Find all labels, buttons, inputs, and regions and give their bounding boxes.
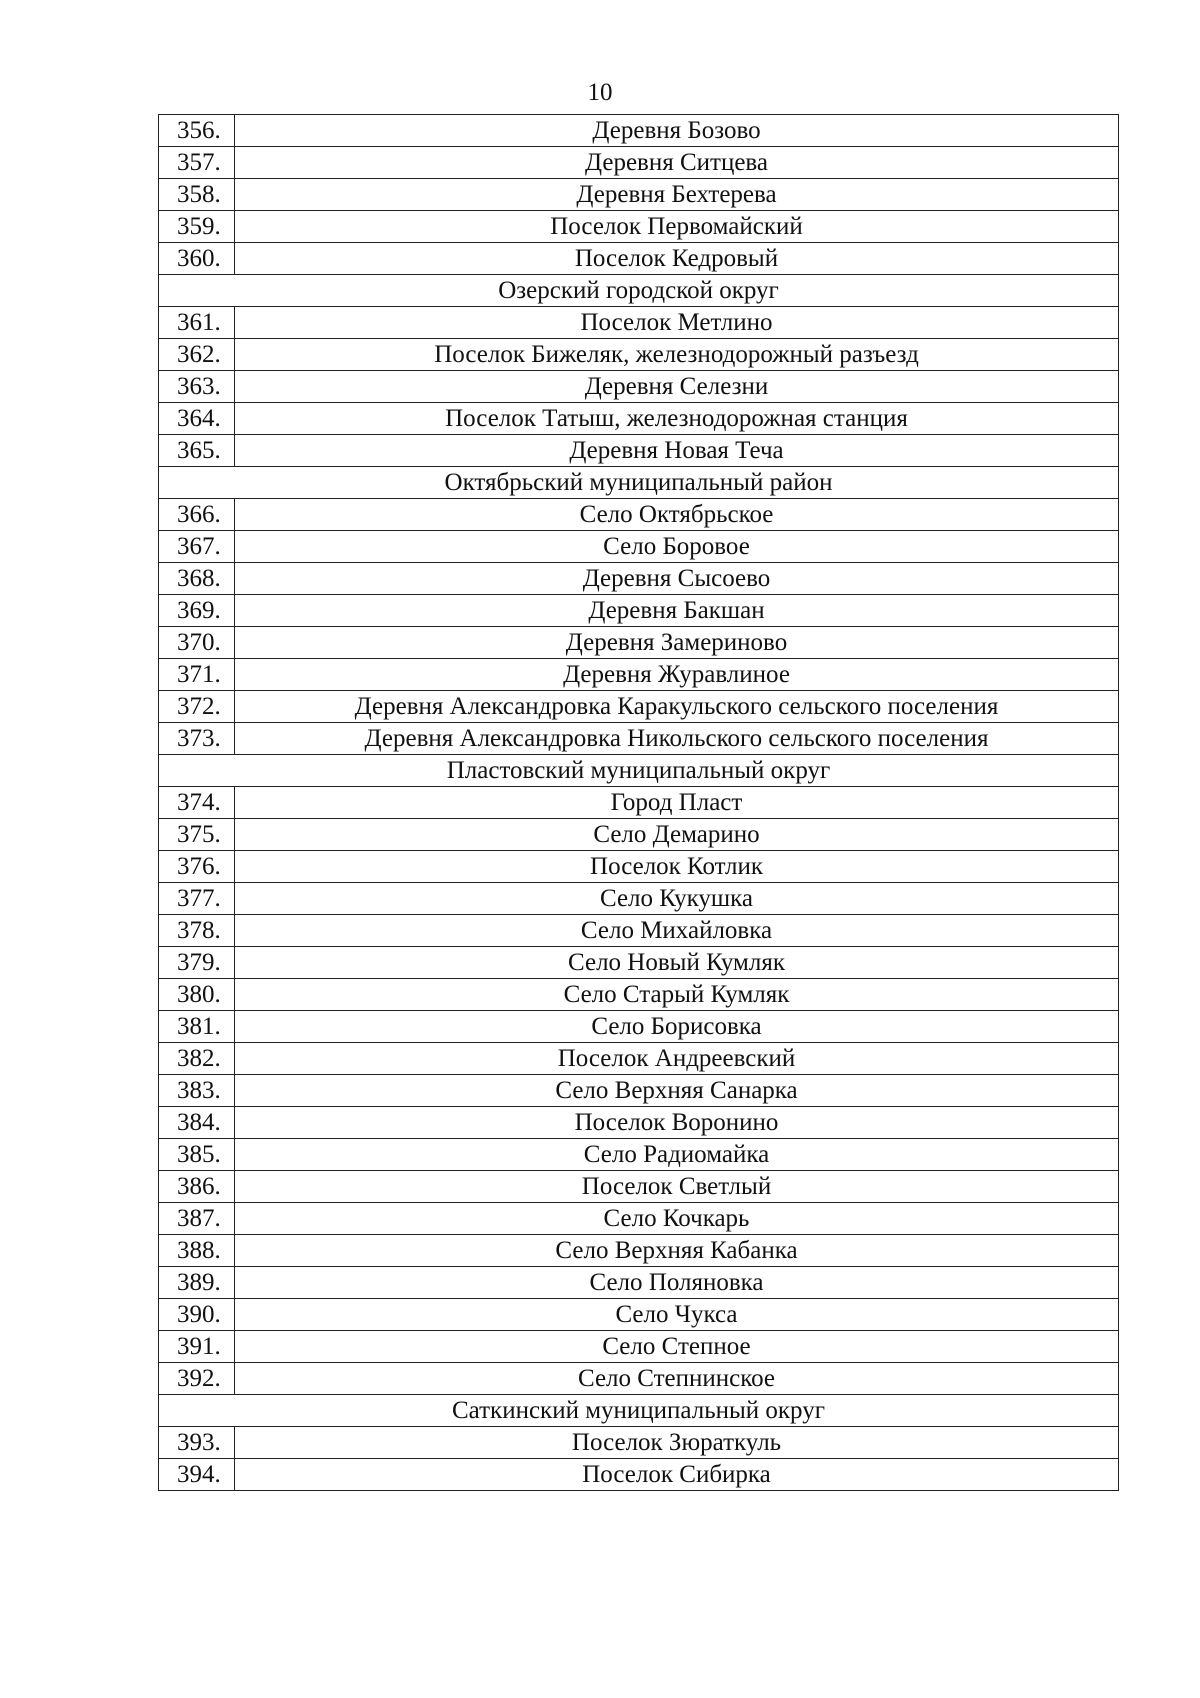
settlement-name: Поселок Метлино xyxy=(235,307,1119,339)
settlement-name: Деревня Бехтерева xyxy=(235,179,1119,211)
table-row xyxy=(159,339,1119,371)
settlement-name: Село Старый Кумляк xyxy=(235,979,1119,1011)
table-row xyxy=(159,1139,1119,1171)
table-row xyxy=(159,1363,1119,1395)
row-number: 390. xyxy=(159,1299,235,1331)
settlement-name: Село Радиомайка xyxy=(235,1139,1119,1171)
table-row xyxy=(159,1043,1119,1075)
row-number: 367. xyxy=(159,531,235,563)
row-number: 386. xyxy=(159,1171,235,1203)
row-number: 361. xyxy=(159,307,235,339)
row-number: 376. xyxy=(159,851,235,883)
row-number: 381. xyxy=(159,1011,235,1043)
table-row xyxy=(159,1203,1119,1235)
table-row xyxy=(159,883,1119,915)
settlement-name: Поселок Бижеляк, железнодорожный разъезд xyxy=(235,339,1119,371)
settlement-name: Село Степное xyxy=(235,1331,1119,1363)
settlement-name: Село Кочкарь xyxy=(235,1203,1119,1235)
section-title: Озерский городской округ xyxy=(159,275,1119,307)
row-number: 358. xyxy=(159,179,235,211)
table-row xyxy=(159,435,1119,467)
row-number: 379. xyxy=(159,947,235,979)
settlement-name: Поселок Воронино xyxy=(235,1107,1119,1139)
section-title: Пластовский муниципальный округ xyxy=(159,755,1119,787)
row-number: 392. xyxy=(159,1363,235,1395)
table-row xyxy=(159,1171,1119,1203)
settlement-name: Поселок Сибирка xyxy=(235,1459,1119,1491)
table-row xyxy=(159,819,1119,851)
section-header-row xyxy=(159,467,1119,499)
row-number: 378. xyxy=(159,915,235,947)
table-row xyxy=(159,595,1119,627)
settlement-name: Деревня Александровка Каракульского сельского поселения xyxy=(235,691,1119,723)
row-number: 394. xyxy=(159,1459,235,1491)
row-number: 370. xyxy=(159,627,235,659)
table-row xyxy=(159,403,1119,435)
row-number: 377. xyxy=(159,883,235,915)
table-row xyxy=(159,115,1119,147)
table-row xyxy=(159,691,1119,723)
row-number: 388. xyxy=(159,1235,235,1267)
row-number: 391. xyxy=(159,1331,235,1363)
row-number: 356. xyxy=(159,115,235,147)
table-row xyxy=(159,1331,1119,1363)
settlement-name: Поселок Татыш, железнодорожная станция xyxy=(235,403,1119,435)
table-row xyxy=(159,1107,1119,1139)
section-title: Саткинский муниципальный округ xyxy=(159,1395,1119,1427)
row-number: 368. xyxy=(159,563,235,595)
row-number: 393. xyxy=(159,1427,235,1459)
table-row xyxy=(159,179,1119,211)
settlement-name: Поселок Котлик xyxy=(235,851,1119,883)
row-number: 374. xyxy=(159,787,235,819)
row-number: 359. xyxy=(159,211,235,243)
section-header-row xyxy=(159,755,1119,787)
settlement-name: Село Михайловка xyxy=(235,915,1119,947)
table-row xyxy=(159,979,1119,1011)
settlement-name: Село Степнинское xyxy=(235,1363,1119,1395)
row-number: 382. xyxy=(159,1043,235,1075)
table-row xyxy=(159,243,1119,275)
row-number: 389. xyxy=(159,1267,235,1299)
settlement-name: Поселок Первомайский xyxy=(235,211,1119,243)
row-number: 375. xyxy=(159,819,235,851)
settlement-name: Деревня Селезни xyxy=(235,371,1119,403)
table-row xyxy=(159,147,1119,179)
table-row xyxy=(159,915,1119,947)
settlement-name: Село Поляновка xyxy=(235,1267,1119,1299)
row-number: 371. xyxy=(159,659,235,691)
settlement-name: Город Пласт xyxy=(235,787,1119,819)
settlement-name: Деревня Бакшан xyxy=(235,595,1119,627)
settlement-name: Поселок Зюраткуль xyxy=(235,1427,1119,1459)
table-row xyxy=(159,1427,1119,1459)
settlement-name: Деревня Новая Теча xyxy=(235,435,1119,467)
table-row xyxy=(159,787,1119,819)
settlement-name: Село Новый Кумляк xyxy=(235,947,1119,979)
table-row xyxy=(159,563,1119,595)
table-row xyxy=(159,531,1119,563)
settlement-name: Поселок Андреевский xyxy=(235,1043,1119,1075)
settlement-name: Деревня Замериново xyxy=(235,627,1119,659)
settlement-name: Поселок Светлый xyxy=(235,1171,1119,1203)
table-row xyxy=(159,1299,1119,1331)
settlement-name: Село Кукушка xyxy=(235,883,1119,915)
section-header-row xyxy=(159,1395,1119,1427)
row-number: 387. xyxy=(159,1203,235,1235)
section-header-row xyxy=(159,275,1119,307)
row-number: 373. xyxy=(159,723,235,755)
row-number: 369. xyxy=(159,595,235,627)
row-number: 362. xyxy=(159,339,235,371)
settlement-name: Поселок Кедровый xyxy=(235,243,1119,275)
table-row xyxy=(159,947,1119,979)
row-number: 357. xyxy=(159,147,235,179)
row-number: 385. xyxy=(159,1139,235,1171)
settlement-name: Село Чукса xyxy=(235,1299,1119,1331)
settlement-name: Деревня Сысоево xyxy=(235,563,1119,595)
row-number: 384. xyxy=(159,1107,235,1139)
row-number: 363. xyxy=(159,371,235,403)
table-row xyxy=(159,1235,1119,1267)
row-number: 364. xyxy=(159,403,235,435)
table-row xyxy=(159,659,1119,691)
table-row xyxy=(159,851,1119,883)
table-row xyxy=(159,1075,1119,1107)
settlement-name: Село Октябрьское xyxy=(235,499,1119,531)
row-number: 383. xyxy=(159,1075,235,1107)
row-number: 366. xyxy=(159,499,235,531)
table-row xyxy=(159,1011,1119,1043)
settlements-table xyxy=(158,114,1119,1491)
table-row xyxy=(159,371,1119,403)
settlement-name: Село Боровое xyxy=(235,531,1119,563)
table-row xyxy=(159,1267,1119,1299)
row-number: 360. xyxy=(159,243,235,275)
section-title: Октябрьский муниципальный район xyxy=(159,467,1119,499)
table-row xyxy=(159,499,1119,531)
table-row xyxy=(159,723,1119,755)
settlements-table-body xyxy=(159,115,1119,1491)
table-row xyxy=(159,211,1119,243)
settlement-name: Село Демарино xyxy=(235,819,1119,851)
row-number: 365. xyxy=(159,435,235,467)
settlement-name: Деревня Ситцева xyxy=(235,147,1119,179)
row-number: 372. xyxy=(159,691,235,723)
settlement-name: Село Верхняя Кабанка xyxy=(235,1235,1119,1267)
settlement-name: Деревня Бозово xyxy=(235,115,1119,147)
page-number: 10 xyxy=(587,79,613,106)
table-row xyxy=(159,1459,1119,1491)
table-row xyxy=(159,307,1119,339)
table-row xyxy=(159,627,1119,659)
settlement-name: Село Борисовка xyxy=(235,1011,1119,1043)
settlement-name: Село Верхняя Санарка xyxy=(235,1075,1119,1107)
row-number: 380. xyxy=(159,979,235,1011)
settlement-name: Деревня Александровка Никольского сельского поселения xyxy=(235,723,1119,755)
settlement-name: Деревня Журавлиное xyxy=(235,659,1119,691)
